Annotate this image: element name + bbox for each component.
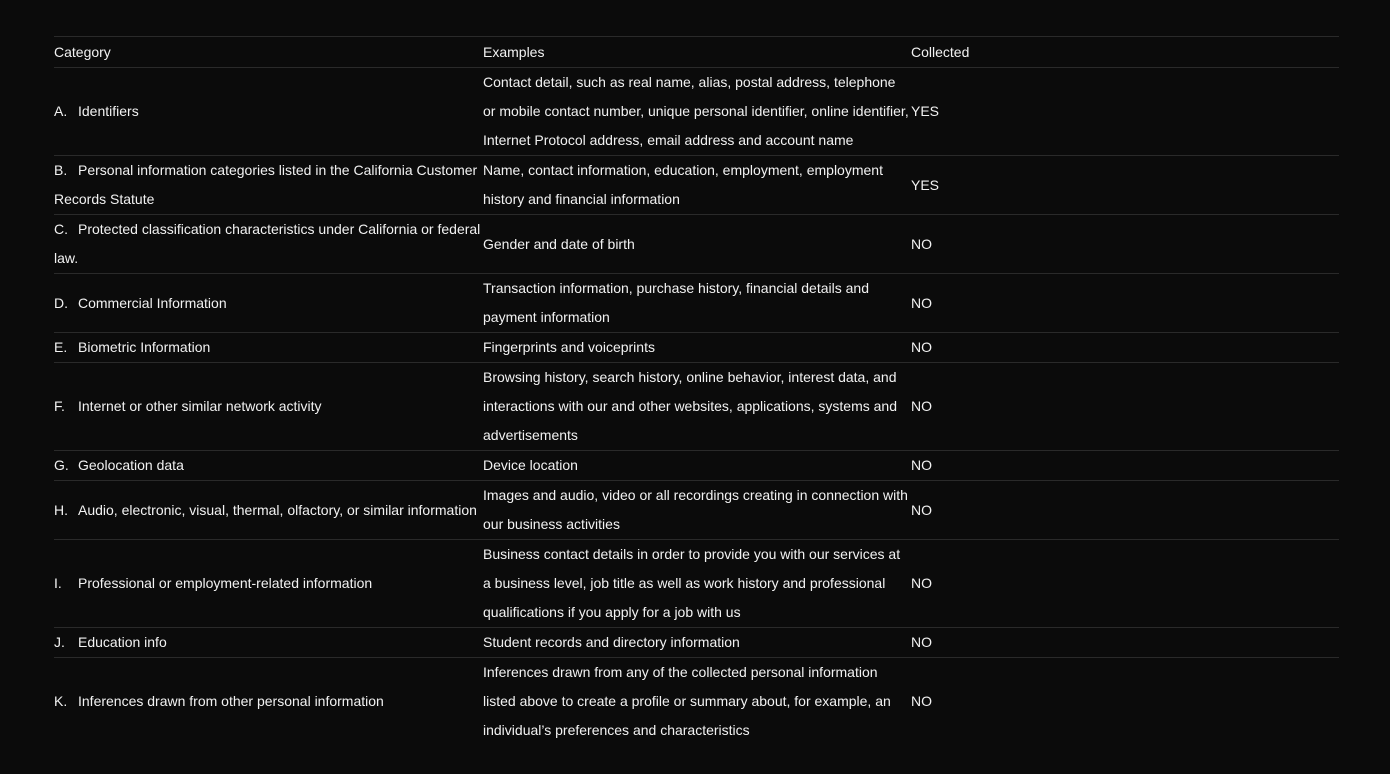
examples-cell: Browsing history, search history, online behavior, interest data, and interactions with our and other websites, applications, systems and advertisements [483,363,911,451]
header-row [54,37,1339,68]
examples-cell: Gender and date of birth [483,215,911,274]
category-label: Inferences drawn from other personal information [78,693,384,709]
collected-cell: NO [911,628,1339,658]
category-letter: B. [54,162,68,178]
data-categories-table [54,36,1339,745]
data-categories-table-wrapper [54,36,1339,745]
category-cell [54,68,483,156]
examples-cell: Fingerprints and voiceprints [483,333,911,363]
collected-cell: NO [911,215,1339,274]
category-label: Identifiers [78,103,139,119]
table-row [54,363,1339,451]
category-label: Personal information categories listed in the California Customer Records Statute [54,162,478,207]
category-letter: K. [54,693,68,709]
category-letter: F. [54,398,65,414]
examples-cell: Contact detail, such as real name, alias, postal address, telephone or mobile contact number, unique personal identifier, online identifier, Internet Protocol address, email address and account name [483,68,911,156]
examples-cell: Images and audio, video or all recordings creating in connection with our business activities [483,481,911,540]
table-row [54,333,1339,363]
examples-cell: Transaction information, purchase history, financial details and payment information [483,274,911,333]
header-collected: Collected [911,37,1339,68]
collected-cell: NO [911,333,1339,363]
category-label: Biometric Information [78,339,211,355]
collected-cell: NO [911,540,1339,628]
category-label: Geolocation data [78,457,184,473]
collected-cell: NO [911,363,1339,451]
table-body [54,68,1339,746]
category-letter: H. [54,501,68,518]
collected-cell: YES [911,68,1339,156]
category-cell [54,274,483,333]
category-letter: E. [54,339,68,355]
table-row [54,481,1339,540]
examples-cell: Business contact details in order to provide you with our services at a business level, job title as well as work history and professional qualifications if you apply for a job with us [483,540,911,628]
category-cell [54,658,483,746]
category-letter: J. [54,634,65,650]
table-row [54,658,1339,746]
collected-cell: NO [911,481,1339,540]
category-letter: C. [54,221,68,237]
examples-cell: Student records and directory information [483,628,911,658]
table-row [54,156,1339,215]
category-cell [54,481,483,540]
table-row [54,628,1339,658]
category-label: Professional or employment-related information [78,575,373,591]
category-label: Audio, electronic, visual, thermal, olfactory, or similar information [78,501,477,518]
category-cell [54,540,483,628]
category-cell [54,215,483,274]
table-row [54,451,1339,481]
table-row [54,215,1339,274]
table-row [54,68,1339,156]
category-cell [54,451,483,481]
examples-cell: Name, contact information, education, employment, employment history and financial information [483,156,911,215]
category-letter: I. [54,575,62,591]
category-cell [54,333,483,363]
collected-cell: YES [911,156,1339,215]
category-label: Education info [78,634,167,650]
table-header [54,37,1339,68]
category-letter: G. [54,457,69,473]
examples-cell: Device location [483,451,911,481]
category-label: Commercial Information [78,294,227,311]
category-label: Protected classification characteristics under California or federal law. [54,221,481,266]
category-letter: A. [54,103,68,119]
collected-cell: NO [911,451,1339,481]
category-label: Internet or other similar network activity [78,398,322,414]
category-cell [54,628,483,658]
category-letter: D. [54,294,68,311]
category-cell [54,156,483,215]
table-row [54,540,1339,628]
examples-cell: Inferences drawn from any of the collected personal information listed above to create a profile or summary about, for example, an individual’s preferences and characteristics [483,658,911,746]
header-category: Category [54,37,483,68]
header-examples: Examples [483,37,911,68]
category-cell [54,363,483,451]
collected-cell: NO [911,274,1339,333]
collected-cell: NO [911,658,1339,746]
table-row [54,274,1339,333]
